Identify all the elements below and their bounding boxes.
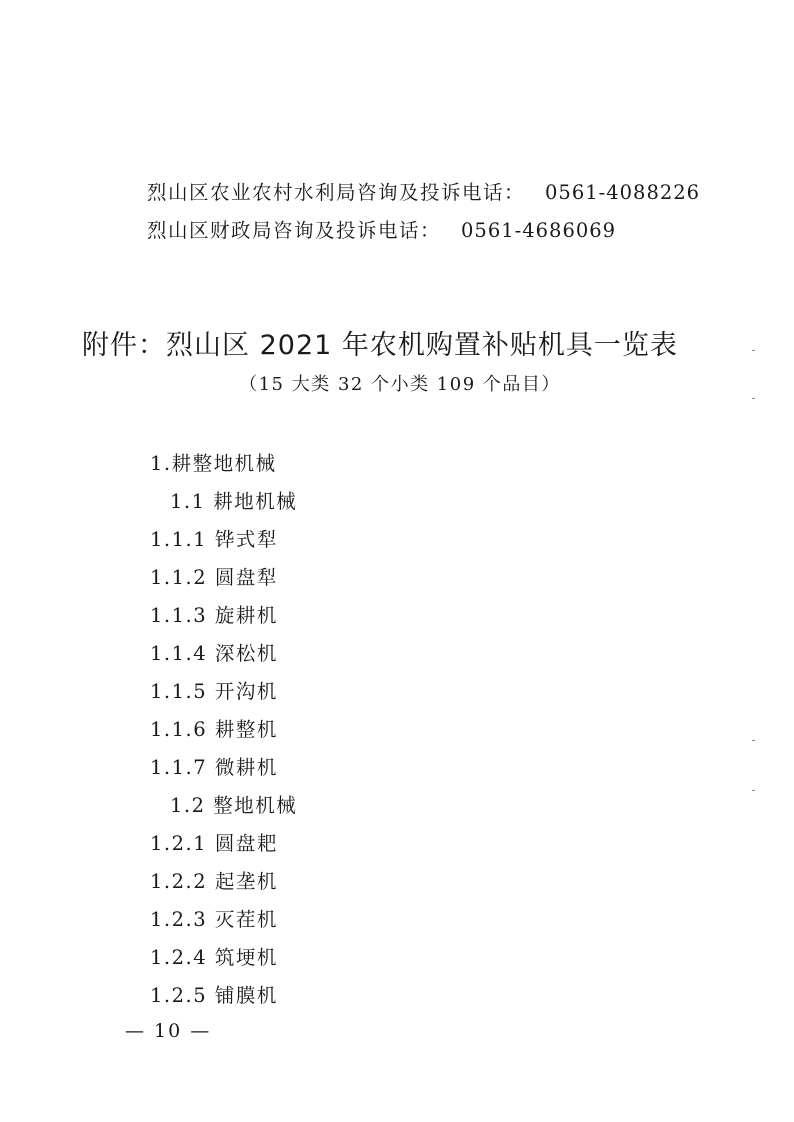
page-title: 附件：烈山区 2021 年农机购置补贴机具一览表 (82, 330, 678, 361)
list-item-subcategory: 1.2 整地机械 (170, 794, 298, 817)
list-item: 1.2.3 灭茬机 (150, 908, 278, 931)
contact-line-agriculture (147, 177, 700, 205)
machinery-list (150, 450, 297, 1020)
page-subtitle: （15 大类 32 个小类 109 个品目） (239, 374, 561, 395)
list-item: 1.2.2 起垄机 (150, 870, 278, 893)
list-item-subcategory: 1.1 耕地机械 (170, 490, 298, 513)
scan-speck (752, 790, 755, 791)
list-item-category: 1.耕整地机械 (150, 452, 277, 475)
scan-speck (752, 398, 755, 399)
contact-phone: 0561-4686069 (461, 219, 617, 242)
list-item: 1.1.4 深松机 (150, 642, 278, 665)
list-item: 1.1.2 圆盘犁 (150, 566, 278, 589)
contact-line-finance (147, 215, 616, 243)
list-item: 1.1.6 耕整机 (150, 718, 278, 741)
list-item: 1.1.5 开沟机 (150, 680, 278, 703)
list-item: 1.2.4 筑埂机 (150, 946, 278, 969)
list-item: 1.1.7 微耕机 (150, 756, 278, 779)
list-item: 1.1.1 铧式犁 (150, 528, 278, 551)
scan-speck (752, 740, 755, 741)
contact-label: 烈山区农业农村水利局咨询及投诉电话： (147, 181, 526, 204)
page-number: — 10 — (125, 1020, 212, 1042)
list-item: 1.1.3 旋耕机 (150, 604, 278, 627)
contact-phone: 0561-4088226 (545, 181, 701, 204)
list-item: 1.2.5 铺膜机 (150, 984, 278, 1007)
scan-speck (752, 350, 755, 351)
contact-label: 烈山区财政局咨询及投诉电话： (147, 219, 442, 242)
list-item: 1.2.1 圆盘耙 (150, 832, 278, 855)
